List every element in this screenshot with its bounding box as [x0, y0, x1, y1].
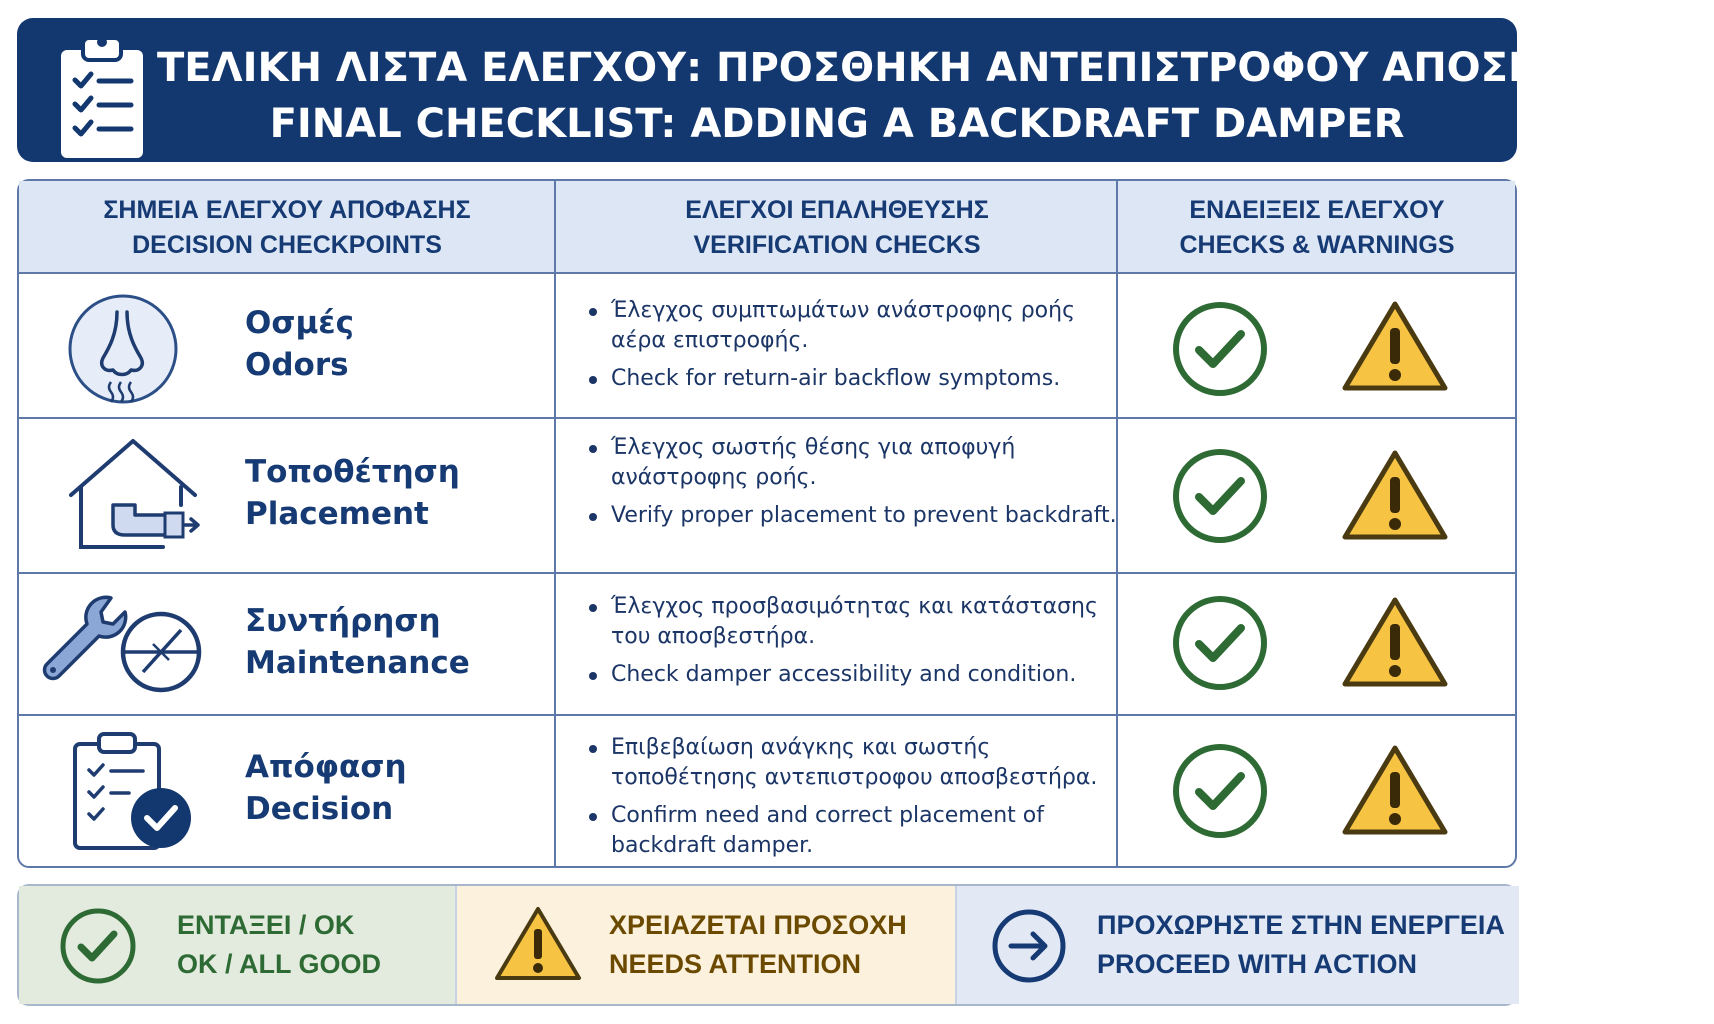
house-duct-icon: [63, 435, 203, 555]
warning-triangle-icon: [1341, 447, 1449, 543]
arrow-right-circle-icon: [991, 908, 1067, 984]
legend-ok-text: [177, 906, 381, 984]
page-title-greek: ΤΕΛΙΚΗ ΛΙΣΤΑ ΕΛΕΓΧΟΥ: ΠΡΟΣΘΗΚΗ ΑΝΤΕΠΙΣΤΡΟΦΟΥ ΑΠΟΣΒΕΣΤΗΡΑ: [157, 45, 1714, 91]
legend-action: [957, 886, 1519, 1004]
column-header-checks-warnings: [1119, 181, 1515, 274]
table-row-decision: [19, 716, 1515, 866]
column-header-verification-checks: [557, 181, 1117, 274]
table-row-placement: [19, 419, 1515, 572]
verification-item-greek: Έλεγχος προσβασιμότητας και κατάστασης του αποσβεστήρα.: [587, 592, 1127, 652]
verification-item-greek: Έλεγχος συμπτωμάτων ανάστροφης ροής αέρα επιστροφής.: [587, 296, 1127, 356]
legend-attention-greek: ΧΡΕΙΑΖΕΤΑΙ ΠΡΟΣΟΧΗ: [609, 910, 907, 940]
legend-action-greek: ΠΡΟΧΩΡΗΣΤΕ ΣΤΗΝ ΕΝΕΡΓΕΙΑ: [1097, 910, 1505, 940]
warning-triangle-icon: [1341, 298, 1449, 394]
checkpoint-label-greek: Συντήρηση: [245, 603, 441, 639]
checkpoint-label: [245, 302, 354, 386]
wrench-damper-icon: [39, 592, 209, 696]
checkpoint-label-english: Odors: [245, 347, 349, 383]
legend-ok-english: OK / ALL GOOD: [177, 949, 382, 979]
verification-list: [587, 592, 1127, 698]
checkpoint-label-english: Decision: [245, 791, 394, 827]
verification-item-english: Check damper accessibility and condition.: [587, 660, 1127, 690]
checkpoint-label: [245, 746, 407, 830]
warning-triangle-icon: [493, 904, 583, 984]
checkpoint-label-greek: Τοποθέτηση: [245, 454, 460, 490]
verification-list: [587, 433, 1127, 539]
checkpoint-label: [245, 451, 460, 535]
check-circle-icon: [1171, 742, 1269, 840]
column-header-greek: ΕΛΕΓΧΟΙ ΕΠΑΛΗΘΕΥΣΗΣ: [685, 195, 989, 224]
check-circle-icon: [1171, 447, 1269, 545]
verification-item-english: Check for return-air backflow symptoms.: [587, 364, 1127, 394]
checkpoint-label-greek: Οσμές: [245, 305, 354, 341]
verification-item-greek: Έλεγχος σωστής θέσης για αποφυγή ανάστροφης ροής.: [587, 433, 1127, 493]
nose-odor-icon: [65, 294, 185, 404]
clipboard-checklist-icon: [47, 28, 157, 168]
column-header-greek: ΕΝΔΕΙΞΕΙΣ ΕΛΕΓΧΟΥ: [1189, 195, 1445, 224]
legend-attention-text: [609, 906, 907, 984]
check-circle-icon: [1171, 594, 1269, 692]
column-header-english: DECISION CHECKPOINTS: [132, 230, 442, 259]
page-title: [157, 40, 1714, 152]
check-circle-icon: [1171, 300, 1269, 398]
verification-list: [587, 296, 1127, 402]
status-legend: [17, 884, 1517, 1006]
legend-attention-english: NEEDS ATTENTION: [609, 949, 862, 979]
warning-triangle-icon: [1341, 594, 1449, 690]
legend-ok-greek: ΕΝΤΑΞΕΙ / OK: [177, 910, 355, 940]
table-row-maintenance: [19, 574, 1515, 714]
checklist-table: [17, 179, 1517, 868]
verification-item-greek: Επιβεβαίωση ανάγκης και σωστής τοποθέτησης αντεπιστροφου αποσβεστήρα.: [587, 733, 1127, 793]
clipboard-approved-icon: [69, 730, 199, 854]
legend-ok: [19, 886, 457, 1004]
checkpoint-label-greek: Απόφαση: [245, 749, 407, 785]
column-header-greek: ΣΗΜΕΙΑ ΕΛΕΓΧΟΥ ΑΠΟΦΑΣΗΣ: [103, 195, 471, 224]
column-header-decision-checkpoints: [19, 181, 555, 274]
checkpoint-label: [245, 600, 470, 684]
legend-action-english: PROCEED WITH ACTION: [1097, 949, 1417, 979]
warning-triangle-icon: [1341, 742, 1449, 838]
header-banner: [17, 18, 1714, 162]
column-header-english: CHECKS & WARNINGS: [1179, 230, 1455, 259]
checkpoint-label-english: Maintenance: [245, 645, 470, 681]
verification-list: [587, 733, 1127, 869]
verification-item-english: Confirm need and correct placement of backdraft damper.: [587, 801, 1127, 861]
page-title-english: FINAL CHECKLIST: ADDING A BACKDRAFT DAMPER: [269, 101, 1405, 147]
legend-action-text: [1097, 906, 1505, 984]
column-header-english: VERIFICATION CHECKS: [693, 230, 981, 259]
verification-item-english: Verify proper placement to prevent backdraft.: [587, 501, 1127, 531]
check-circle-icon: [59, 907, 137, 985]
table-header-row: [19, 181, 1515, 274]
table-row-odors: [19, 276, 1515, 417]
legend-attention: [457, 886, 957, 1004]
checkpoint-label-english: Placement: [245, 496, 429, 532]
